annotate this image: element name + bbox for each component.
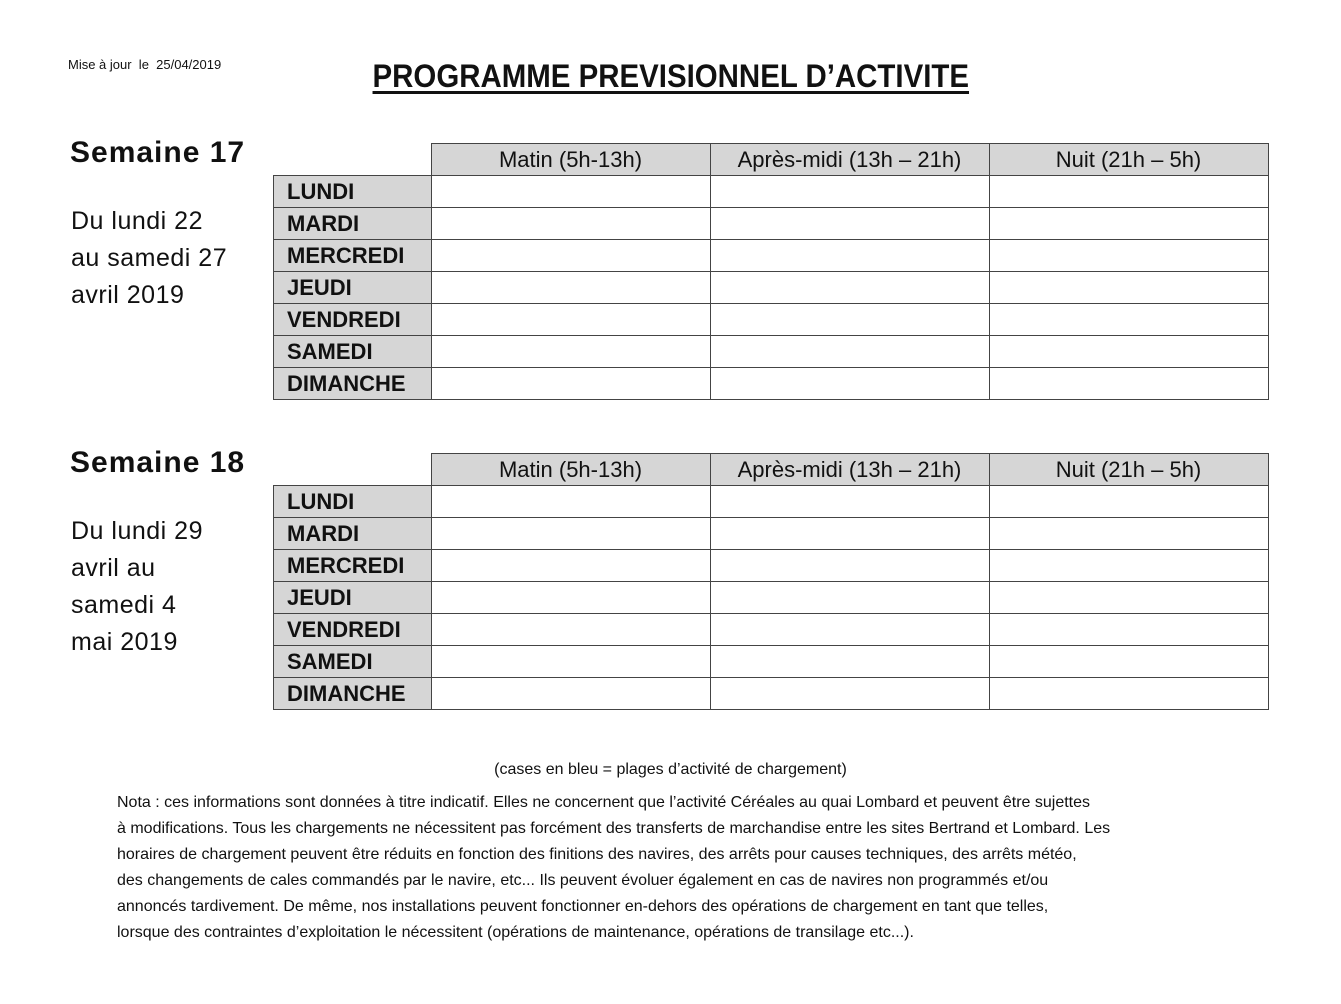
schedule-cell <box>710 176 989 208</box>
table-row <box>274 272 1269 304</box>
schedule-cell <box>710 304 989 336</box>
table-row <box>274 240 1269 272</box>
week-range-line: samedi 4 <box>71 591 177 619</box>
nota-line: Nota : ces informations sont données à titre indicatif. Elles ne concernent que l’activité Céréales au quai Lombard et peuvent être sujettes <box>117 794 1090 811</box>
week-range-line: Du lundi 29 <box>71 517 203 545</box>
schedule-cell <box>431 550 710 582</box>
day-label: SAMEDI <box>274 336 432 368</box>
schedule-cell <box>710 582 989 614</box>
schedule-cell <box>431 614 710 646</box>
schedule-cell <box>989 240 1268 272</box>
nota-line: des changements de cales commandés par le navire, etc... Ils peuvent évoluer également en cas de navires non programmés et/ou <box>117 872 1049 889</box>
schedule-cell <box>710 614 989 646</box>
table-row <box>274 582 1269 614</box>
table-row <box>274 614 1269 646</box>
schedule-cell <box>989 518 1268 550</box>
update-date: Mise à jour le 25/04/2019 <box>68 57 222 72</box>
nota-line: annoncés tardivement. De même, nos installations peuvent fonctionner en-dehors des opérations de chargement en tant que telles, <box>117 898 1049 915</box>
schedule-cell <box>989 678 1268 710</box>
schedule-cell <box>989 550 1268 582</box>
day-label: MERCREDI <box>274 550 432 582</box>
schedule-cell <box>431 582 710 614</box>
schedule-cell <box>710 240 989 272</box>
schedule-cell <box>431 368 710 400</box>
day-label: LUNDI <box>274 176 432 208</box>
schedule-cell <box>431 176 710 208</box>
schedule-cell <box>710 646 989 678</box>
day-label: MARDI <box>274 518 432 550</box>
week-range-line: Du lundi 22 <box>71 207 203 235</box>
corner-cell <box>274 454 432 486</box>
shift-header: Matin (5h-13h) <box>431 144 710 176</box>
schedule-cell <box>431 272 710 304</box>
legend-note: (cases en bleu = plages d’activité de chargement) <box>494 761 847 778</box>
page-title: PROGRAMME PREVISIONNEL D’ACTIVITE <box>372 58 970 94</box>
nota-line: lorsque des contraintes d’exploitation le nécessitent (opérations de maintenance, opérations de transilage etc...). <box>117 924 914 941</box>
schedule-cell <box>989 486 1268 518</box>
shift-header: Après-midi (13h – 21h) <box>710 454 989 486</box>
week-range <box>71 203 227 314</box>
schedule-cell <box>989 646 1268 678</box>
day-label: VENDREDI <box>274 614 432 646</box>
table-row <box>274 304 1269 336</box>
day-label: JEUDI <box>274 272 432 304</box>
schedule-cell <box>431 518 710 550</box>
table-row <box>274 336 1269 368</box>
table-row <box>274 646 1269 678</box>
day-label: LUNDI <box>274 486 432 518</box>
nota-paragraph <box>117 790 1247 946</box>
day-label: MARDI <box>274 208 432 240</box>
day-label: DIMANCHE <box>274 368 432 400</box>
day-label: JEUDI <box>274 582 432 614</box>
schedule-cell <box>710 272 989 304</box>
shift-header: Matin (5h-13h) <box>431 454 710 486</box>
schedule-cell <box>989 304 1268 336</box>
schedule-cell <box>989 176 1268 208</box>
table-row <box>274 368 1269 400</box>
schedule-cell <box>710 336 989 368</box>
day-label: DIMANCHE <box>274 678 432 710</box>
nota-line: horaires de chargement peuvent être réduits en fonction des finitions des navires, des arrêts pour causes techniques, des arrêts météo, <box>117 846 1077 863</box>
schedule-cell <box>989 336 1268 368</box>
table-row <box>274 678 1269 710</box>
schedule-cell <box>431 486 710 518</box>
schedule-table <box>273 143 1269 400</box>
week-range-line: mai 2019 <box>71 628 178 656</box>
nota-line: à modifications. Tous les chargements ne nécessitent pas forcément des transferts de marchandise entre les sites Bertrand et Lombard. Les <box>117 820 1111 837</box>
table-row <box>274 518 1269 550</box>
schedule-cell <box>431 678 710 710</box>
header-row <box>274 454 1269 486</box>
week-range-line: au samedi 27 <box>71 244 228 272</box>
schedule-cell <box>710 208 989 240</box>
schedule-cell <box>710 550 989 582</box>
table-row <box>274 550 1269 582</box>
schedule-cell <box>989 208 1268 240</box>
schedule-cell <box>710 368 989 400</box>
schedule-cell <box>710 518 989 550</box>
schedule-table <box>273 453 1269 710</box>
schedule-cell <box>431 646 710 678</box>
header-row <box>274 144 1269 176</box>
week-range-line: avril 2019 <box>71 281 185 309</box>
schedule-cell <box>710 486 989 518</box>
schedule-cell <box>989 368 1268 400</box>
schedule-cell <box>431 240 710 272</box>
table-row <box>274 208 1269 240</box>
schedule-cell <box>989 614 1268 646</box>
schedule-cell <box>431 208 710 240</box>
day-label: MERCREDI <box>274 240 432 272</box>
week-range <box>71 513 203 661</box>
schedule-cell <box>710 678 989 710</box>
schedule-cell <box>431 336 710 368</box>
table-row <box>274 176 1269 208</box>
schedule-cell <box>989 582 1268 614</box>
shift-header: Nuit (21h – 5h) <box>989 454 1268 486</box>
week-label: Semaine 18 <box>70 446 246 479</box>
day-label: VENDREDI <box>274 304 432 336</box>
schedule-cell <box>431 304 710 336</box>
week-label: Semaine 17 <box>70 136 246 169</box>
table-row <box>274 486 1269 518</box>
week-range-line: avril au <box>71 554 156 582</box>
corner-cell <box>274 144 432 176</box>
schedule-cell <box>989 272 1268 304</box>
day-label: SAMEDI <box>274 646 432 678</box>
shift-header: Nuit (21h – 5h) <box>989 144 1268 176</box>
shift-header: Après-midi (13h – 21h) <box>710 144 989 176</box>
